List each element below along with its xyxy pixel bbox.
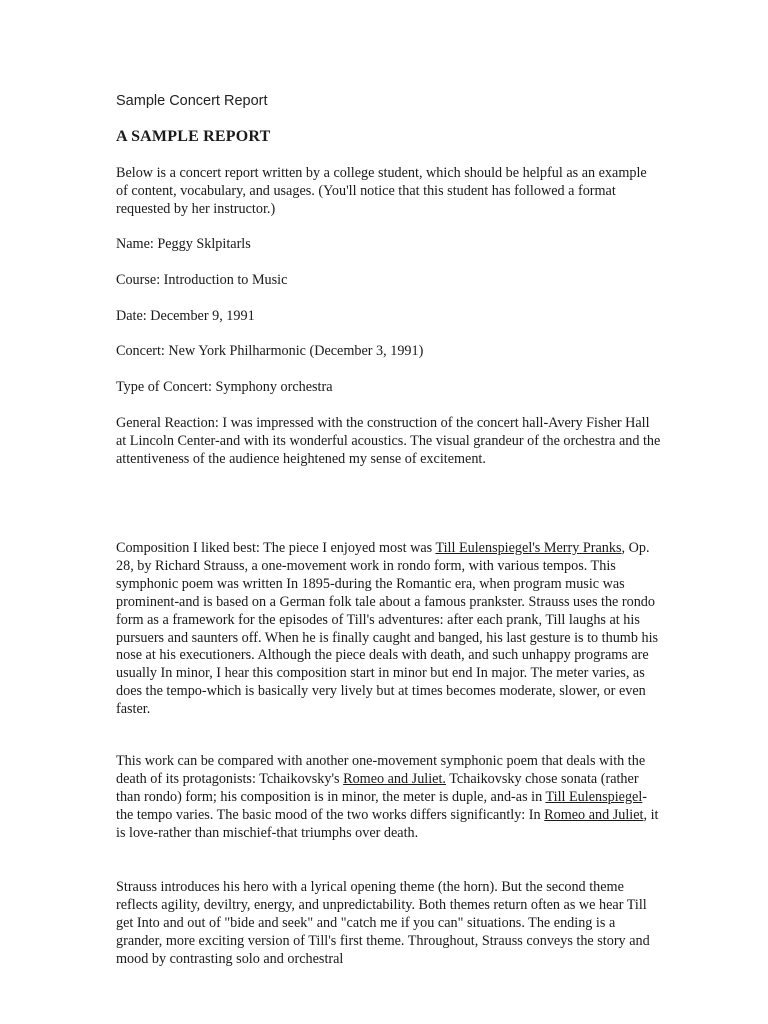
comparison-text-1: This work can be compared with another one-movement symphonic poem that deals with the death of its protagonists: Tchaikovsky's [116,753,646,787]
comparison-text-4: , it is love-rather than mischief-that triumphs over death. [116,806,659,841]
general-reaction-paragraph: General Reaction: I was impressed with the construction of the concert hall-Avery Fisher Hall at Lincoln Center-and with its wonderful acoustics. The visual grandeur of the orchestra and the attentiveness of the audience heightened my sense of excitement. [116,415,661,467]
course-field: Course: Introduction to Music [116,272,288,288]
composition-lead: Composition I liked best: The piece I enjoyed most was [116,540,436,556]
comparison-text-3: -the tempo varies. The basic mood of the two works differs significantly: In [116,788,648,823]
document-header: Sample Concert Report [116,93,268,109]
comparison-text-2: Tchaikovsky chose sonata (rather than rondo) form; his composition is in minor, the meter is duple, and-as in [116,770,639,805]
composition-body: , Op. 28, by Richard Strauss, a one-movement work in rondo form, with various tempos. This symphonic poem was written In 1895-during the Romantic era, when program music was prominent-and is based on a German folk tale about a famous prankster. Strauss uses the rondo form as a framework for the episodes of Till's adventures: after each prank, Till laughs at his pursuers and saunters off. When he is finally caught and banged, his last gesture is to thumb his nose at his executioners. Although the piece deals with death, and such unhappy programs are usually In minor, I hear this composition start in minor but end In major. The meter varies, as does the tempo-which is basically very lively but at times becomes moderate, slower, or even faster. [116,540,659,718]
name-field: Name: Peggy Sklpitarls [116,236,251,252]
concert-field: Concert: New York Philharmonic (December 3, 1991) [116,343,424,359]
comparison-paragraph [116,753,661,843]
intro-paragraph: Below is a concert report written by a college student, which should be helpful as an example of content, vocabulary, and usages. (You'll notice that this student has followed a format requested by her instructor.) [116,165,647,217]
date-field: Date: December 9, 1991 [116,308,255,324]
romeo-juliet-title-1: Romeo and Juliet. [343,770,446,787]
report-title: A SAMPLE REPORT [116,128,271,145]
romeo-juliet-title-2: Romeo and Juliet [544,806,644,823]
composition-paragraph [116,540,661,719]
till-eulenspiegel-title: Till Eulenspiegel [545,788,643,805]
composition-title: Till Eulenspiegel's Merry Pranks [435,540,622,556]
themes-paragraph: Strauss introduces his hero with a lyrical opening theme (the horn). But the second theme reflects agility, deviltry, energy, and unpredictability. Both themes return often as we hear Till get Into and out of "bide and seek" and "catch me if you can" situations. The ending is a grander, more exciting version of Till's first theme. Throughout, Strauss conveys the story and mood by contrasting solo and orchestral [116,879,650,967]
concert-type-field: Type of Concert: Symphony orchestra [116,379,333,395]
